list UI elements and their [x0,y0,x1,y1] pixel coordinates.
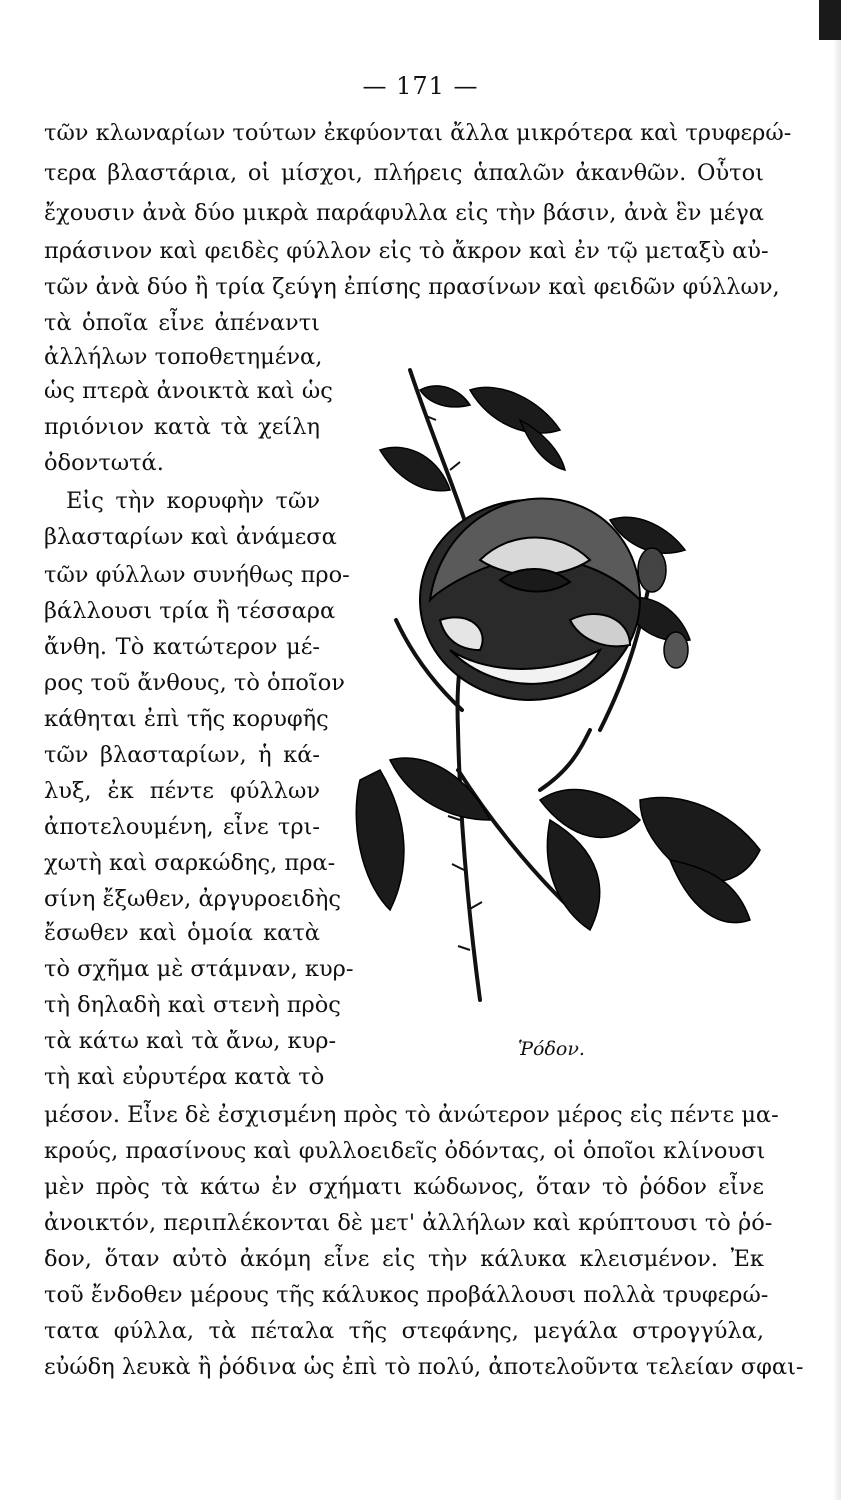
text-line: ἀνοικτόν, περιπλέκονται δὲ μετ' ἀλλήλων καὶ κρύπτουσι τὸ ῥό- [44,1210,773,1236]
text-line: ἀποτελουμένη, εἶνε τρι- [44,814,320,840]
page-number: — 171 — [362,72,479,100]
text-line: ρος τοῦ ἄνθους, τὸ ὁποῖον [44,670,345,696]
text-line: τὴ δηλαδὴ καὶ στενὴ πρὸς [44,992,341,1018]
text-line: τὰ ὁποῖα εἶνε ἀπέναντι [44,310,320,336]
text-line: κάθηται ἐπὶ τῆς κορυφῆς [44,706,329,732]
text-line: εὐώδη λευκὰ ἢ ῥόδινα ὡς ἐπὶ τὸ πολύ, ἀποτελοῦντα τελείαν σφαι- [44,1354,804,1380]
text-line: τὸ σχῆμα μὲ στάμναν, κυρ- [44,956,354,982]
text-line: δον, ὅταν αὐτὸ ἀκόμη εἶνε εἰς τὴν κάλυκα κλεισμένον. Ἐκ [44,1246,764,1272]
text-line: βάλλουσι τρία ἢ τέσσαρα [44,598,336,624]
text-line: τὴ καὶ εὐρυτέρα κατὰ τὸ [44,1064,325,1090]
text-line: ἀλλήλων τοποθετημένα, [44,344,323,370]
text-line: ἄνθη. Τὸ κατώτερον μέ- [44,634,320,660]
figure-caption: Ῥόδον. [518,1038,585,1060]
scan-edge-shadow [819,0,841,40]
text-line: Εἰς τὴν κορυφὴν τῶν [66,488,320,514]
text-line: τῶν βλασταρίων, ἡ κά- [44,742,320,768]
text-line: μέσον. Εἶνε δὲ ἐσχισμένη πρὸς τὸ ἀνώτερον μέρος εἰς πέντε μα- [44,1102,779,1128]
text-line: ἔχουσιν ἀνὰ δύο μικρὰ παράφυλλα εἰς τὴν βάσιν, ἀνὰ ἓν μέγα [44,200,764,226]
text-line: χωτὴ καὶ σαρκώδης, πρα- [44,850,336,876]
rose-engraving-icon [340,350,780,1020]
text-line: τατα φύλλα, τὰ πέταλα τῆς στεφάνης, μεγάλα στρογγύλα, [44,1318,764,1344]
text-line: τῶν κλωναρίων τούτων ἐκφύονται ἄλλα μικρότερα καὶ τρυφερώ- [44,120,792,146]
text-line: τερα βλαστάρια, οἱ μίσχοι, πλήρεις ἁπαλῶν ἀκανθῶν. Οὗτοι [44,160,764,186]
text-line: ὀδοντωτά. [44,450,164,476]
text-line: μὲν πρὸς τὰ κάτω ἐν σχήματι κώδωνος, ὅταν τὸ ῥόδον εἶνε [44,1174,764,1200]
text-line: πράσινον καὶ φειδὲς φύλλον εἰς τὸ ἄκρον καὶ ἐν τῷ μεταξὺ αὐ- [44,238,769,264]
text-line: τὰ κάτω καὶ τὰ ἄνω, κυρ- [44,1028,337,1054]
text-line: πριόνιον κατὰ τὰ χείλη [44,414,320,440]
text-line: ὡς πτερὰ ἀνοικτὰ καὶ ὡς [44,378,333,404]
text-line: κρούς, πρασίνους καὶ φυλλοειδεῖς ὀδόντας, οἱ ὁποῖοι κλίνουσι [44,1138,766,1164]
text-line: τῶν ἀνὰ δύο ἢ τρία ζεύγη ἐπίσης πρασίνων καὶ φειδῶν φύλλων, [44,274,780,300]
text-line: τοῦ ἔνδοθεν μέρους τῆς κάλυκος προβάλλουσι πολλὰ τρυφερώ- [44,1282,769,1308]
text-line: ἔσωθεν καὶ ὁμοία κατὰ [44,920,320,946]
rose-illustration [340,350,780,1020]
scan-edge-gradient [833,40,841,1500]
text-line: βλασταρίων καὶ ἀνάμεσα [44,524,337,550]
text-line: λυξ, ἐκ πέντε φύλλων [44,778,320,804]
text-line: τῶν φύλλων συνήθως προ- [44,562,350,588]
text-line: σίνη ἔξωθεν, ἀργυροειδὴς [44,886,341,912]
